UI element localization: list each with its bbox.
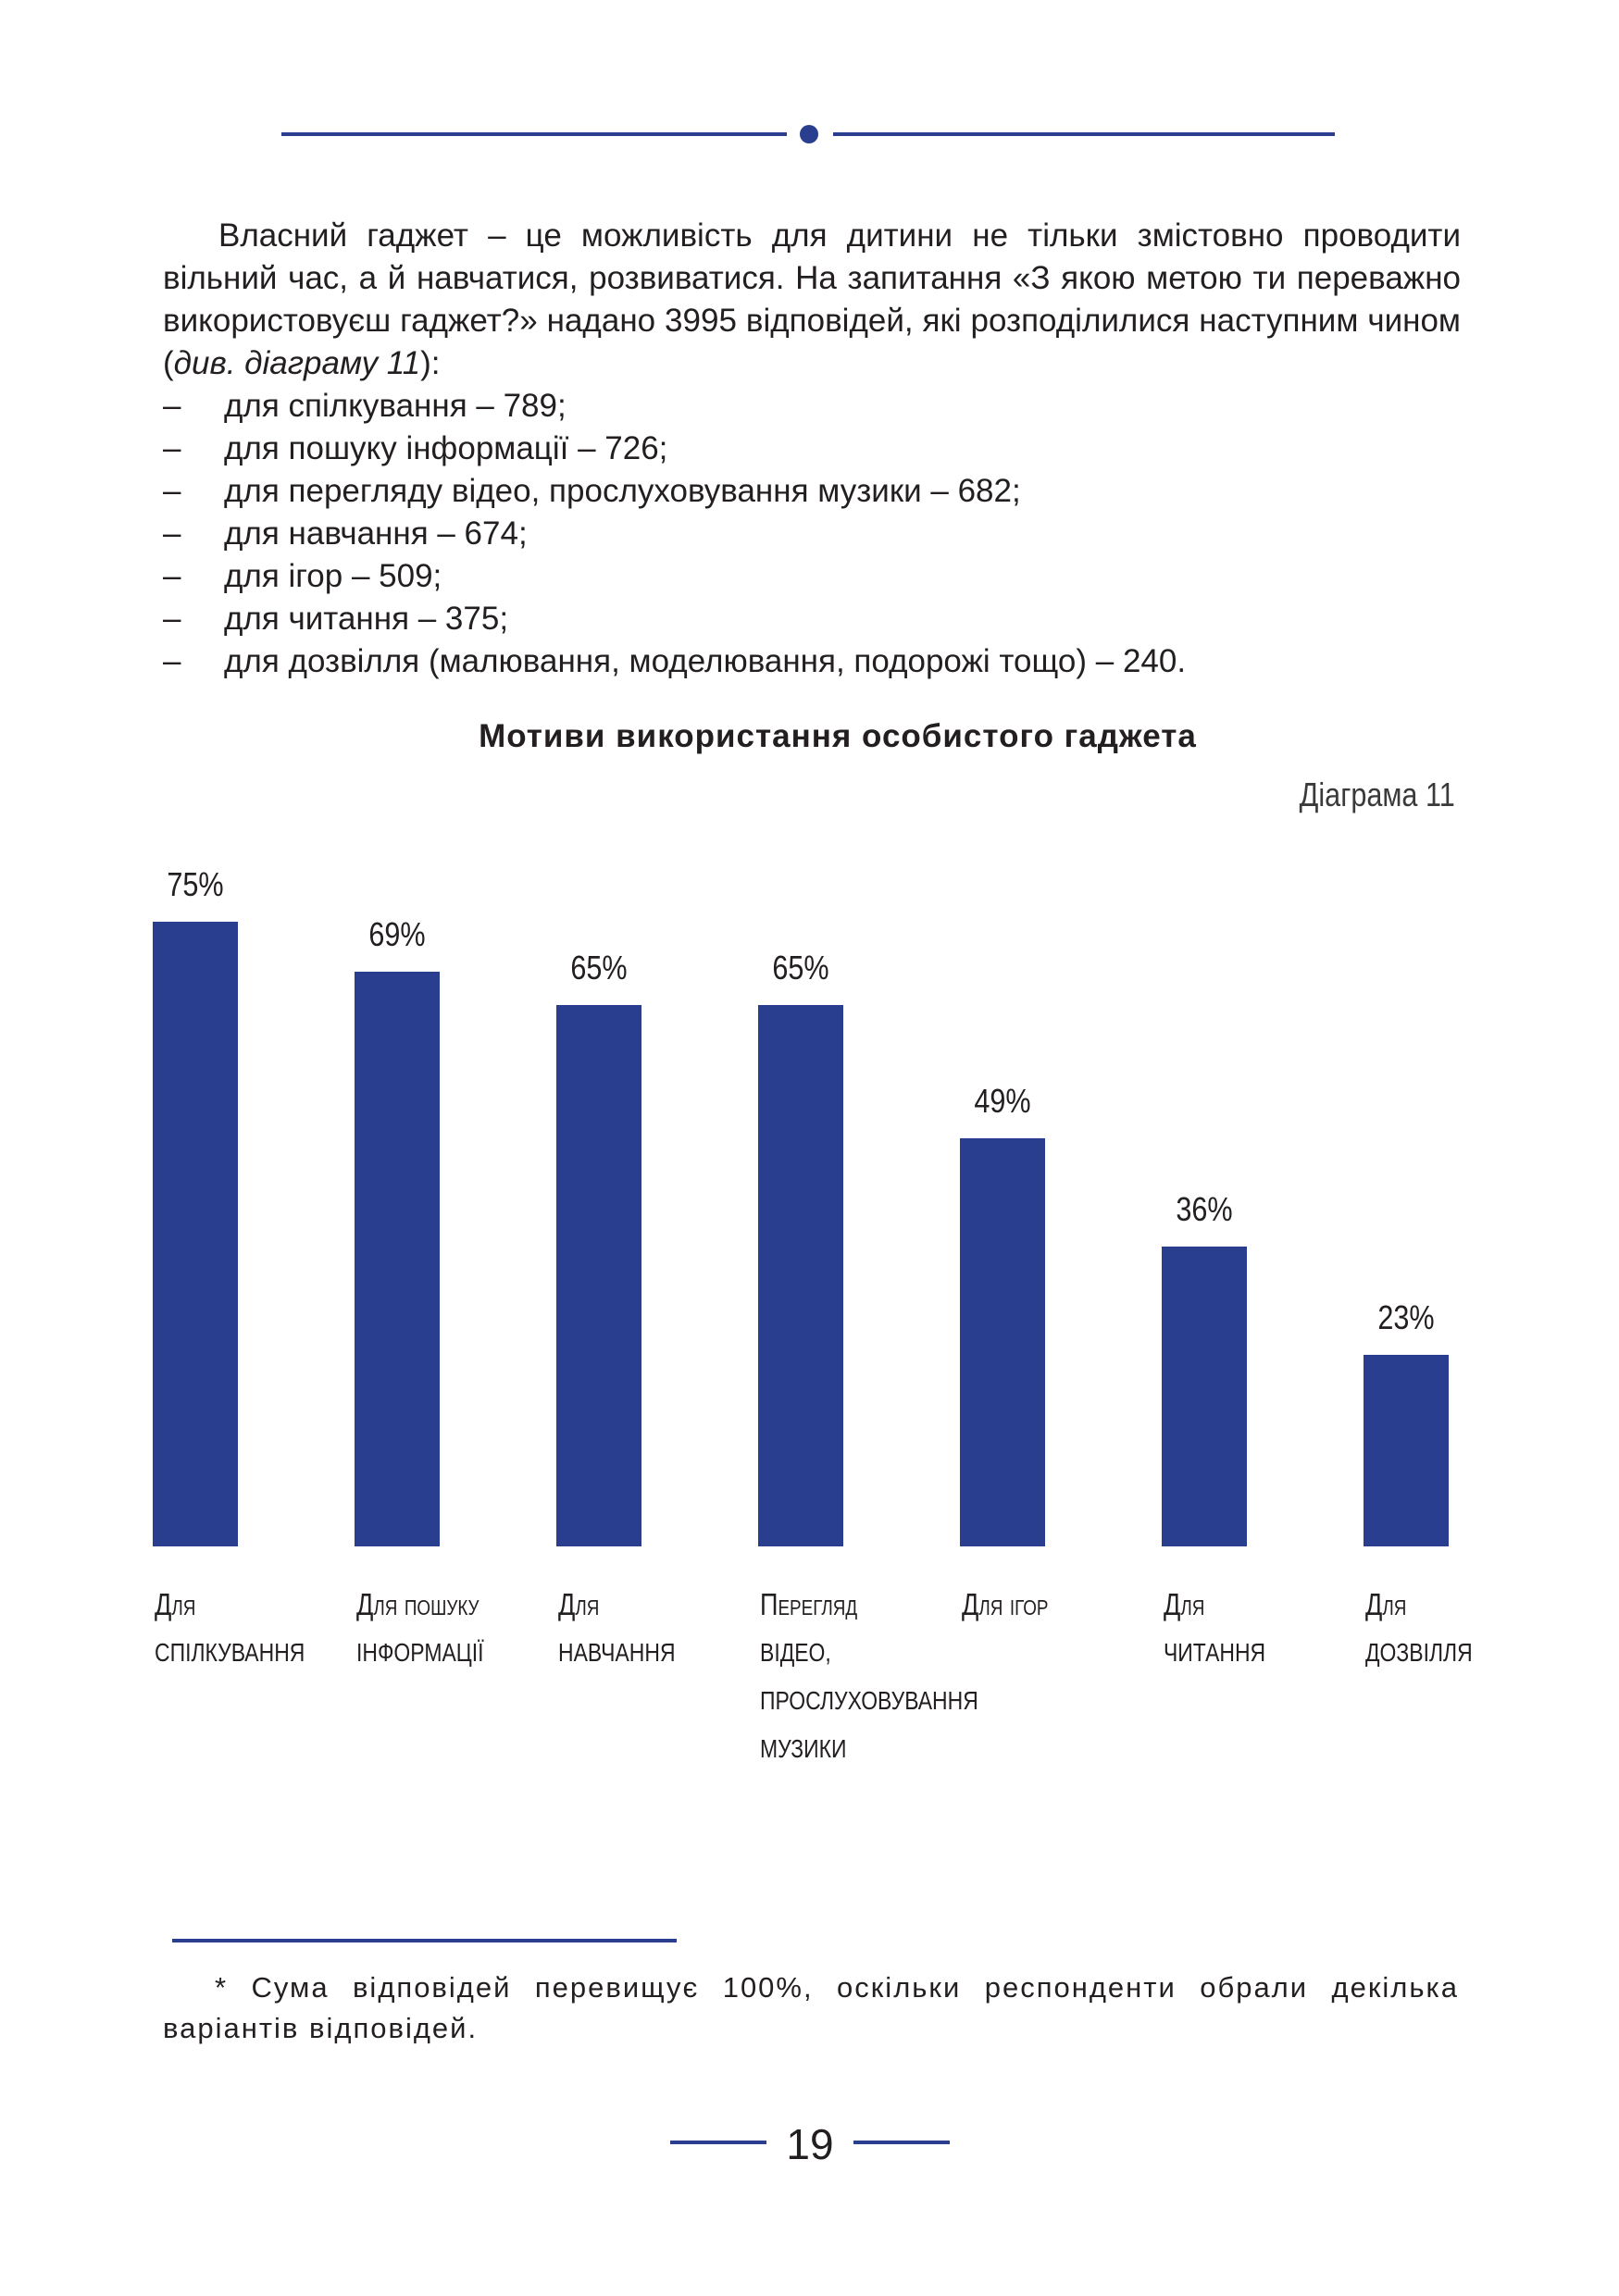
- bar-5: [960, 1138, 1045, 1546]
- category-label-line: Для пошуку: [356, 1587, 479, 1621]
- bar-3: [556, 1005, 641, 1546]
- footnote-text: * Сума відповідей перевищує 100%, оскільки респонденти обрали декілька варіантів відповідей.: [163, 1971, 1459, 2044]
- list-item-text: для дозвілля (малювання, моделювання, подорожі тощо) – 240.: [224, 643, 1187, 679]
- bar-2: [355, 972, 440, 1546]
- footnote: [163, 1967, 1459, 2049]
- page-number-rule-left: [670, 2141, 766, 2144]
- list-item: [163, 470, 1461, 513]
- list-item-text: для навчання – 674;: [224, 515, 528, 552]
- category-label-line: МУЗИКИ: [760, 1734, 847, 1763]
- category-label: [558, 1581, 676, 1677]
- list-dash: –: [163, 558, 181, 594]
- answers-list: [163, 385, 1461, 683]
- category-label-line: НАВЧАННЯ: [558, 1638, 676, 1667]
- bar-1: [153, 922, 238, 1546]
- category-label: [1365, 1581, 1473, 1677]
- list-dash: –: [163, 473, 181, 509]
- category-label-line: Для ігор: [962, 1587, 1049, 1621]
- bar-6: [1162, 1247, 1247, 1546]
- list-dash: –: [163, 643, 181, 679]
- category-label-line: ЧИТАННЯ: [1164, 1638, 1266, 1667]
- paragraph-text: Власний гаджет – це можливість для дитини не тільки змістовно проводити вільний час, а й навчатися, розвиватися. На запитання «З якою метою ти переважно використовуєш гаджет?» надано 3995 відповідей, які розподілилися наступним чином (: [163, 217, 1461, 381]
- category-label-line: ВІДЕО,: [760, 1638, 831, 1667]
- list-item: [163, 385, 1461, 428]
- bar-value-label: 65%: [570, 949, 628, 987]
- category-label-line: Для: [1164, 1587, 1205, 1621]
- category-label: [356, 1581, 484, 1677]
- bar-value-label: 65%: [772, 949, 829, 987]
- list-item: [163, 428, 1461, 470]
- diagram-number: Діаграма 11: [1299, 776, 1455, 813]
- header-dot: [800, 125, 818, 143]
- category-label: [1164, 1581, 1265, 1677]
- bar-value-label: 36%: [1176, 1191, 1233, 1229]
- bar-value-label: 69%: [368, 916, 426, 954]
- category-label-line: ДОЗВІЛЛЯ: [1365, 1638, 1473, 1667]
- paragraph-end: ):: [420, 345, 441, 381]
- category-label: [760, 1581, 978, 1773]
- list-item-text: для читання – 375;: [224, 601, 509, 637]
- footnote-rule: [172, 1939, 677, 1942]
- header-rule-left: [281, 132, 787, 136]
- list-item: [163, 513, 1461, 555]
- header-rule-right: [833, 132, 1335, 136]
- chart-title: Мотиви використання особистого гаджета: [479, 718, 1197, 754]
- list-item-text: для спілкування – 789;: [224, 388, 567, 424]
- bar-value-label: 49%: [974, 1083, 1031, 1121]
- bar-7: [1364, 1355, 1449, 1546]
- diagram-reference: див. діаграму 11: [173, 345, 421, 381]
- bar-4: [758, 1005, 843, 1546]
- bar-value-label: 75%: [167, 866, 224, 904]
- category-label-line: Перегляд: [760, 1587, 858, 1621]
- list-dash: –: [163, 430, 181, 466]
- category-label-line: ПРОСЛУХОВУВАННЯ: [760, 1686, 978, 1715]
- intro-paragraph: [163, 215, 1461, 385]
- list-item-text: для ігор – 509;: [224, 558, 442, 594]
- list-dash: –: [163, 388, 181, 424]
- bar-value-label: 23%: [1377, 1299, 1435, 1337]
- category-label-line: Для: [1365, 1587, 1407, 1621]
- list-dash: –: [163, 601, 181, 637]
- list-item-text: для перегляду відео, прослуховування музики – 682;: [224, 473, 1021, 509]
- category-label-line: Для: [155, 1587, 196, 1621]
- list-item-text: для пошуку інформації – 726;: [224, 430, 668, 466]
- page-number: 19: [786, 2120, 834, 2168]
- category-label-line: СПІЛКУВАННЯ: [155, 1638, 305, 1667]
- list-item: [163, 555, 1461, 598]
- category-label-line: ІНФОРМАЦІЇ: [356, 1638, 484, 1667]
- category-label: [962, 1581, 1048, 1629]
- list-dash: –: [163, 515, 181, 552]
- category-label: [155, 1581, 305, 1677]
- category-label-line: Для: [558, 1587, 600, 1621]
- page-number-rule-right: [853, 2141, 950, 2144]
- list-item: [163, 598, 1461, 640]
- list-item: [163, 640, 1461, 683]
